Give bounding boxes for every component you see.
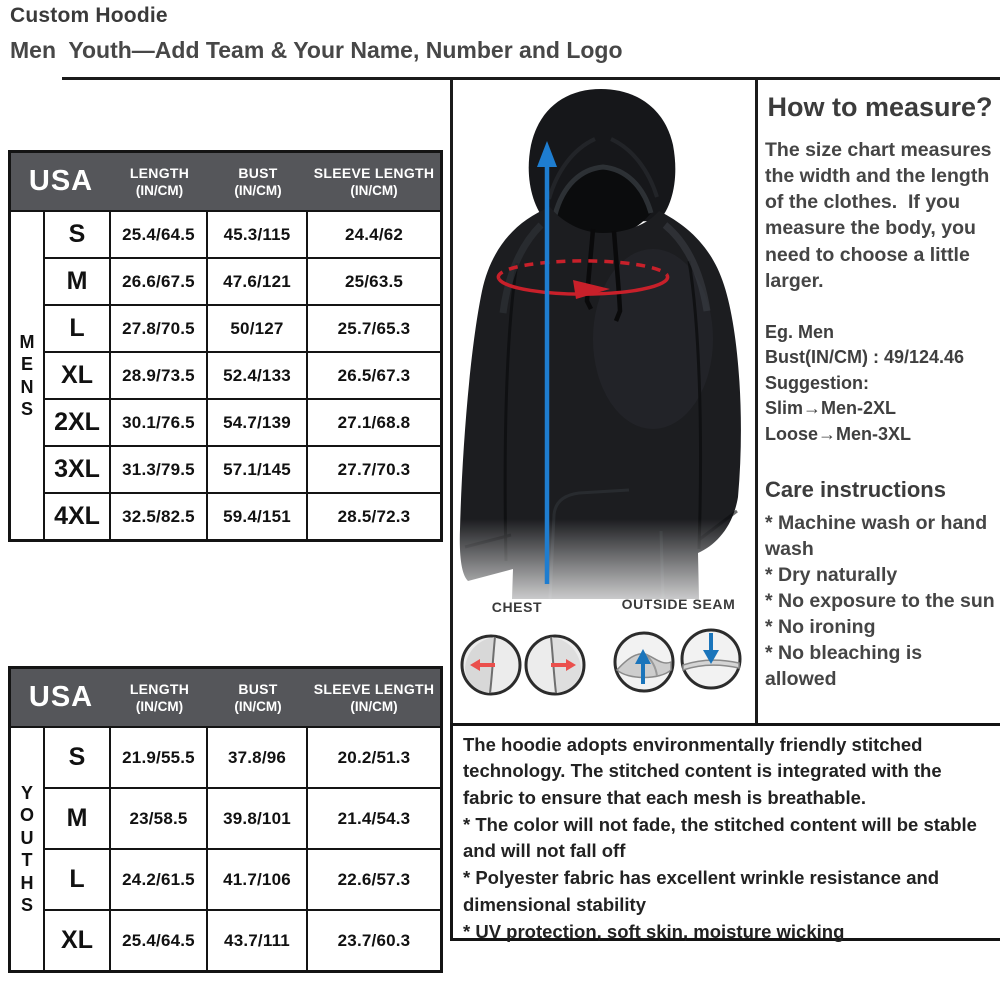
sleeve-cell: 22.6/57.3	[308, 848, 440, 909]
product-description-box	[450, 723, 1000, 941]
size-cell: L	[45, 848, 111, 909]
description-line: * UV protection, soft skin, moisture wicking	[463, 920, 845, 942]
bust-cell: 41.7/106	[208, 848, 308, 909]
youths-header-usa: USA	[11, 669, 111, 726]
care-item: * Dry naturally	[765, 564, 898, 587]
description-line: * The color will not fade, the stitched content will be stable and will not fall off	[463, 813, 977, 862]
youths-size-table	[8, 666, 443, 973]
size-cell: XL	[45, 909, 111, 970]
column-unit: (IN/CM)	[350, 183, 398, 198]
size-cell: 4XL	[45, 492, 111, 539]
sleeve-cell: 26.5/67.3	[308, 351, 440, 398]
length-cell: 26.6/67.5	[111, 257, 208, 304]
bust-cell: 54.7/139	[208, 398, 308, 445]
column-label: SLEEVE LENGTH	[313, 165, 435, 181]
description-line: The hoodie adopts environmentally friendly stitched technology. The stitched content is integrated with the fabric to ensure that each mesh is breathable.	[463, 734, 942, 808]
bust-cell: 57.1/145	[208, 445, 308, 492]
mens-header-bust	[208, 153, 308, 210]
youths-region-label	[11, 726, 45, 970]
size-cell: S	[45, 726, 111, 787]
column-unit: (IN/CM)	[135, 183, 184, 198]
size-cell: L	[45, 304, 111, 351]
care-item: * No ironing	[765, 616, 876, 639]
care-item: * No exposure to the sun	[765, 590, 995, 613]
youths-header-length	[111, 669, 208, 726]
example-line: Suggestion:	[765, 372, 869, 393]
bust-cell: 45.3/115	[208, 210, 308, 257]
example-line: Bust(IN/CM) : 49/124.46	[765, 347, 965, 368]
bust-cell: 50/127	[208, 304, 308, 351]
sleeve-cell: 28.5/72.3	[308, 492, 440, 539]
length-cell: 23/58.5	[111, 787, 208, 848]
mens-region-label	[11, 210, 45, 539]
sleeve-cell: 21.4/54.3	[308, 787, 440, 848]
page-subtitle: Men Youth—Add Team & Your Name, Number and Logo	[10, 37, 623, 63]
length-cell: 28.9/73.5	[111, 351, 208, 398]
length-cell: 30.1/76.5	[111, 398, 208, 445]
example-line: Loose→Men-3XL	[765, 423, 912, 444]
care-heading: Care instructions	[765, 477, 946, 503]
sleeve-cell: 25/63.5	[308, 257, 440, 304]
sleeve-cell: 23.7/60.3	[308, 909, 440, 970]
mens-header-usa: USA	[11, 153, 111, 210]
right-panel-divider	[755, 77, 758, 726]
youths-header-bust	[208, 669, 308, 726]
outside-seam-up-icon	[612, 630, 676, 694]
example-line: Eg. Men	[765, 321, 835, 342]
mens-header-length	[111, 153, 208, 210]
sleeve-cell: 20.2/51.3	[308, 726, 440, 787]
chest-measure-left-icon	[459, 633, 523, 697]
sleeve-cell: 24.4/62	[308, 210, 440, 257]
column-label: BUST	[238, 165, 278, 181]
chest-measure-right-icon	[523, 633, 587, 697]
bust-cell: 59.4/151	[208, 492, 308, 539]
column-label: LENGTH	[129, 165, 190, 181]
column-unit: (IN/CM)	[234, 699, 282, 714]
sleeve-cell: 27.1/68.8	[308, 398, 440, 445]
measure-heading: How to measure?	[767, 92, 993, 122]
column-unit: (IN/CM)	[135, 699, 184, 714]
column-unit: (IN/CM)	[350, 699, 398, 714]
bust-cell: 43.7/111	[208, 909, 308, 970]
size-cell: S	[45, 210, 111, 257]
length-cell: 31.3/79.5	[111, 445, 208, 492]
description-line: * Polyester fabric has excellent wrinkle resistance and dimensional stability	[463, 867, 940, 915]
sizing-example	[765, 320, 995, 448]
bust-cell: 37.8/96	[208, 726, 308, 787]
size-cell: 2XL	[45, 398, 111, 445]
size-cell: XL	[45, 351, 111, 398]
length-cell: 27.8/70.5	[111, 304, 208, 351]
column-label: BUST	[238, 681, 278, 697]
sleeve-cell: 25.7/65.3	[308, 304, 440, 351]
example-line: Slim→Men-2XL	[765, 398, 897, 419]
size-cell: M	[45, 787, 111, 848]
vertical-label: MENS	[19, 331, 35, 419]
vertical-label: YOUTHS	[19, 782, 34, 915]
length-cell: 21.9/55.5	[111, 726, 208, 787]
column-label: SLEEVE LENGTH	[313, 681, 435, 697]
column-unit: (IN/CM)	[234, 183, 282, 198]
chest-label: CHEST	[491, 599, 543, 615]
outside-seam-down-icon	[679, 627, 743, 691]
size-cell: 3XL	[45, 445, 111, 492]
sleeve-cell: 27.7/70.3	[308, 445, 440, 492]
mens-size-table	[8, 150, 443, 542]
care-item: * No bleaching is allowed	[765, 642, 923, 691]
measure-body-text: The size chart measures the width and the length of the clothes. If you measure the body, you need to choose a little larger.	[765, 139, 997, 292]
page-title: Custom Hoodie	[10, 4, 168, 27]
length-cell: 24.2/61.5	[111, 848, 208, 909]
column-label: LENGTH	[129, 681, 190, 697]
size-cell: M	[45, 257, 111, 304]
youths-header-sleeve	[308, 669, 440, 726]
how-to-measure-panel	[765, 92, 995, 693]
bust-cell: 47.6/121	[208, 257, 308, 304]
mens-header-sleeve	[308, 153, 440, 210]
length-cell: 25.4/64.5	[111, 909, 208, 970]
bust-cell: 52.4/133	[208, 351, 308, 398]
title-block	[10, 4, 623, 64]
care-instructions-list	[765, 511, 995, 692]
care-item: * Machine wash or hand wash	[765, 512, 988, 561]
length-cell: 25.4/64.5	[111, 210, 208, 257]
outside-seam-label: OUTSIDE SEAM	[621, 596, 736, 612]
length-cell: 32.5/82.5	[111, 492, 208, 539]
bust-cell: 39.8/101	[208, 787, 308, 848]
